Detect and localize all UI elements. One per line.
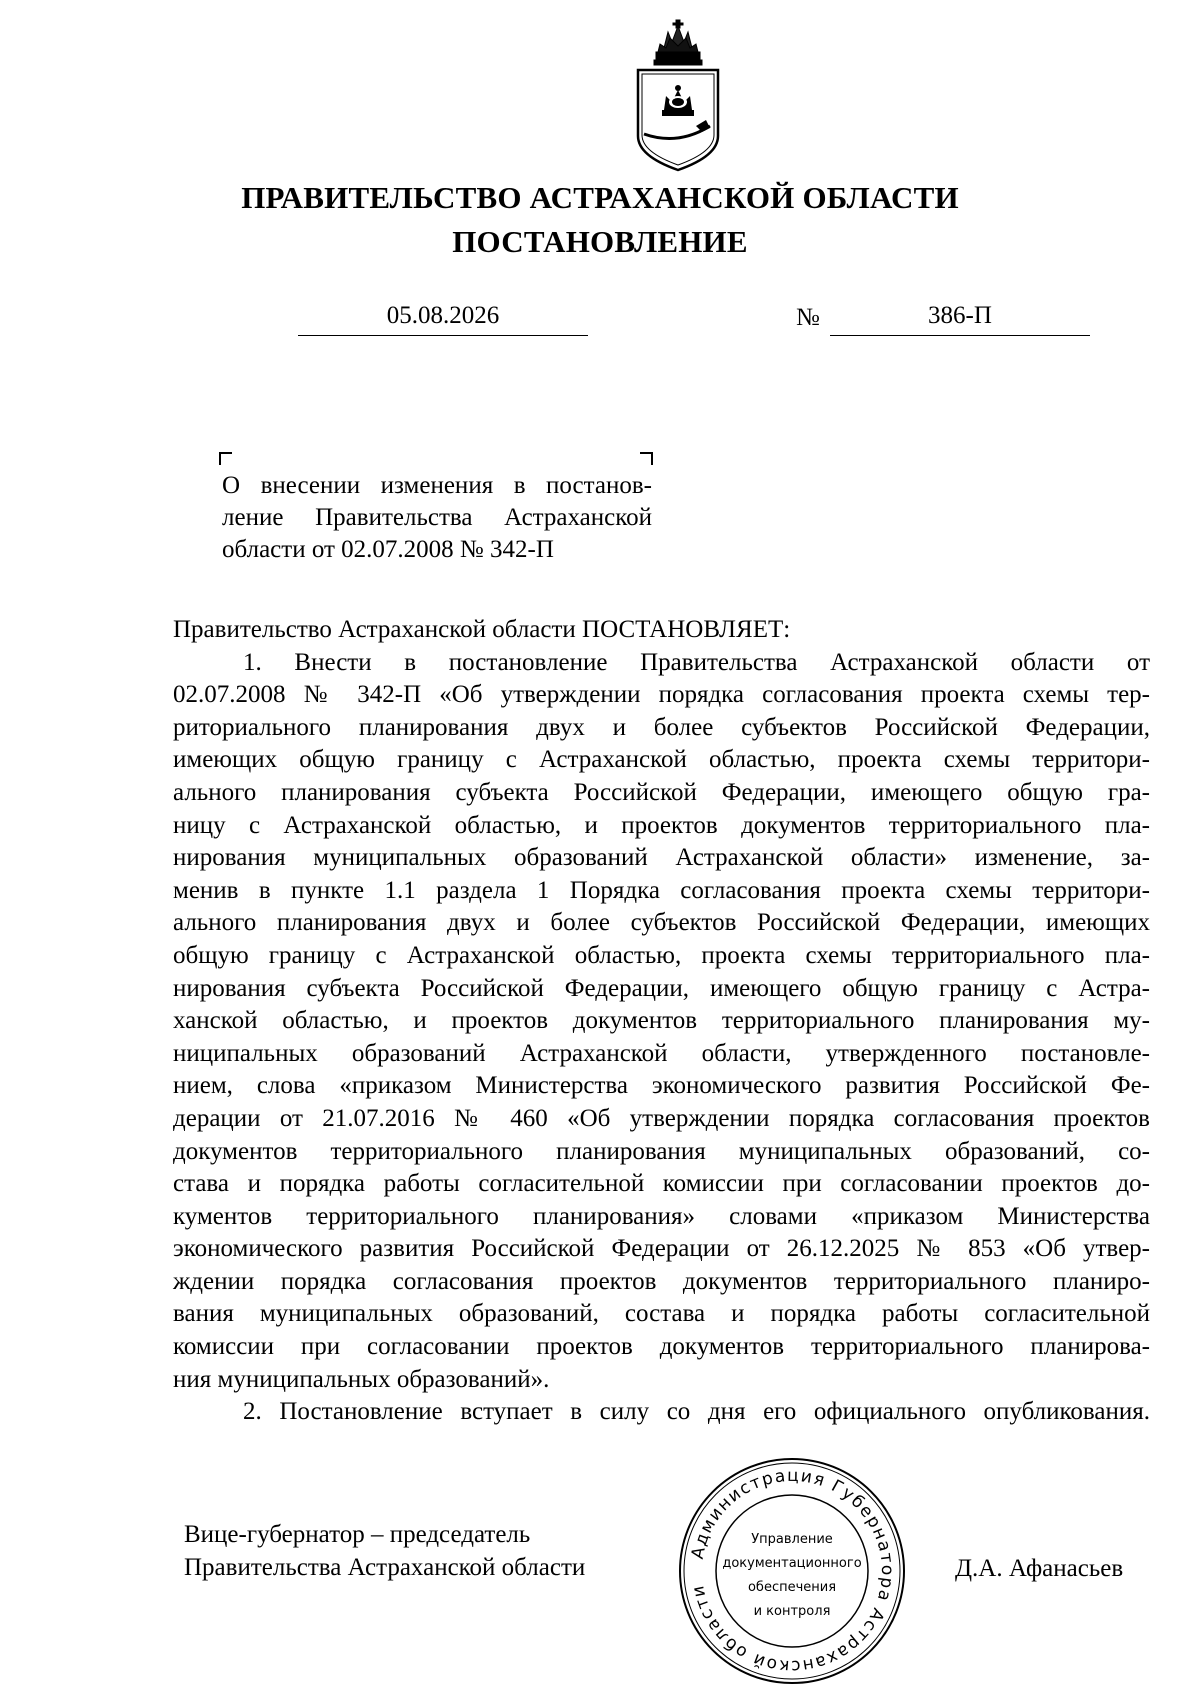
svg-text:Администрация Губернатора Астр [688,1466,897,1676]
document-date: 05.08.2026 [298,302,588,336]
corner-bracket-left [219,452,232,465]
document-body [173,614,1150,1429]
body-line: нирования субъекта Российской Федерации, имеющего общую границу с Астра- [173,974,1150,1002]
stamp-inner-line: обеспечения [747,1580,837,1595]
body-line: дерации от 21.07.2016 № 460 «Об утверждении порядка согласования проектов [173,1104,1150,1132]
stamp-inner-line: и контроля [753,1604,831,1619]
body-line: общую границу с Астраханской областью, проекта схемы территориального пла- [173,941,1150,969]
body-line: риториального планирования двух и более субъектов Российской Федерации, [173,713,1150,741]
body-line: ального планирования двух и более субъектов Российской Федерации, имеющих [173,909,1150,937]
document-number: 386-П [830,302,1090,336]
body-line: менив в пункте 1.1 раздела 1 Порядка согласования проекта схемы территори- [173,876,1150,904]
body-line: нирования муниципальных образований Астраханской области» изменение, за- [173,844,1150,872]
body-line: комиссии при согласовании проектов документов территориального планирова- [173,1333,1150,1361]
body-line: ния муниципальных образований». [173,1365,550,1393]
signer-position-line: Правительства Астраханской области [184,1554,586,1581]
body-line: ханской областью, и проектов документов территориального планирования му- [173,1007,1150,1035]
body-line: 1. Внести в постановление Правительства Астраханской области от [243,648,1150,676]
body-line: нием, слова «приказом Министерства экономического развития Российской Фе- [173,1072,1150,1100]
stamp-inner-line: Управление [751,1532,833,1547]
body-line: ждении порядка согласования проектов документов территориального планиро- [173,1267,1150,1295]
body-line: 02.07.2008 № 342-П «Об утверждении порядка согласования проекта схемы тер- [173,681,1150,709]
subject-line: области от 02.07.2008 № 342-П [222,536,554,563]
document-subject [222,470,652,566]
body-line: ального планирования субъекта Российской Федерации, имеющего общую гра- [173,778,1150,806]
body-line: става и порядка работы согласительной комиссии при согласовании проектов до- [173,1170,1150,1198]
body-line: кументов территориального планирования» словами «приказом Министерства [173,1202,1150,1230]
official-stamp [676,1455,908,1687]
body-line: ницу с Астраханской областью, и проектов документов территориального пла- [173,811,1150,839]
subject-line: О внесении изменения в постанов- [222,472,652,499]
government-title: ПРАВИТЕЛЬСТВО АСТРАХАНСКОЙ ОБЛАСТИ [241,180,959,215]
body-line: 2. Постановление вступает в силу со дня его официального опубликования. [243,1398,1150,1426]
signer-position-line: Вице-губернатор – председатель [184,1521,531,1548]
number-sign: № [796,304,820,331]
body-line: ниципальных образований Астраханской области, утвержденного постановле- [173,1039,1150,1067]
document-type: ПОСТАНОВЛЕНИЕ [452,224,748,259]
stamp-outer-text: Администрация Губернатора Астраханской области [687,1465,898,1677]
subject-line: ление Правительства Астраханской [222,504,652,531]
body-line: вания муниципальных образований, состава и порядка работы согласительной [173,1300,1150,1328]
body-line: документов территориального планирования муниципальных образований, со- [173,1137,1150,1165]
stamp-inner-line: документационного [722,1556,862,1571]
corner-bracket-right [640,452,653,465]
signer-name: Д.А. Афанасьев [955,1555,1124,1582]
body-line: экономического развития Российской Федерации от 26.12.2025 № 853 «Об утвер- [173,1235,1150,1263]
body-line: Правительство Астраханской области ПОСТАНОВЛЯЕТ: [173,616,791,643]
body-line: имеющих общую границу с Астраханской областью, проекта схемы территори- [173,746,1150,774]
signer-position [184,1518,585,1584]
coat-of-arms-icon [626,18,730,174]
